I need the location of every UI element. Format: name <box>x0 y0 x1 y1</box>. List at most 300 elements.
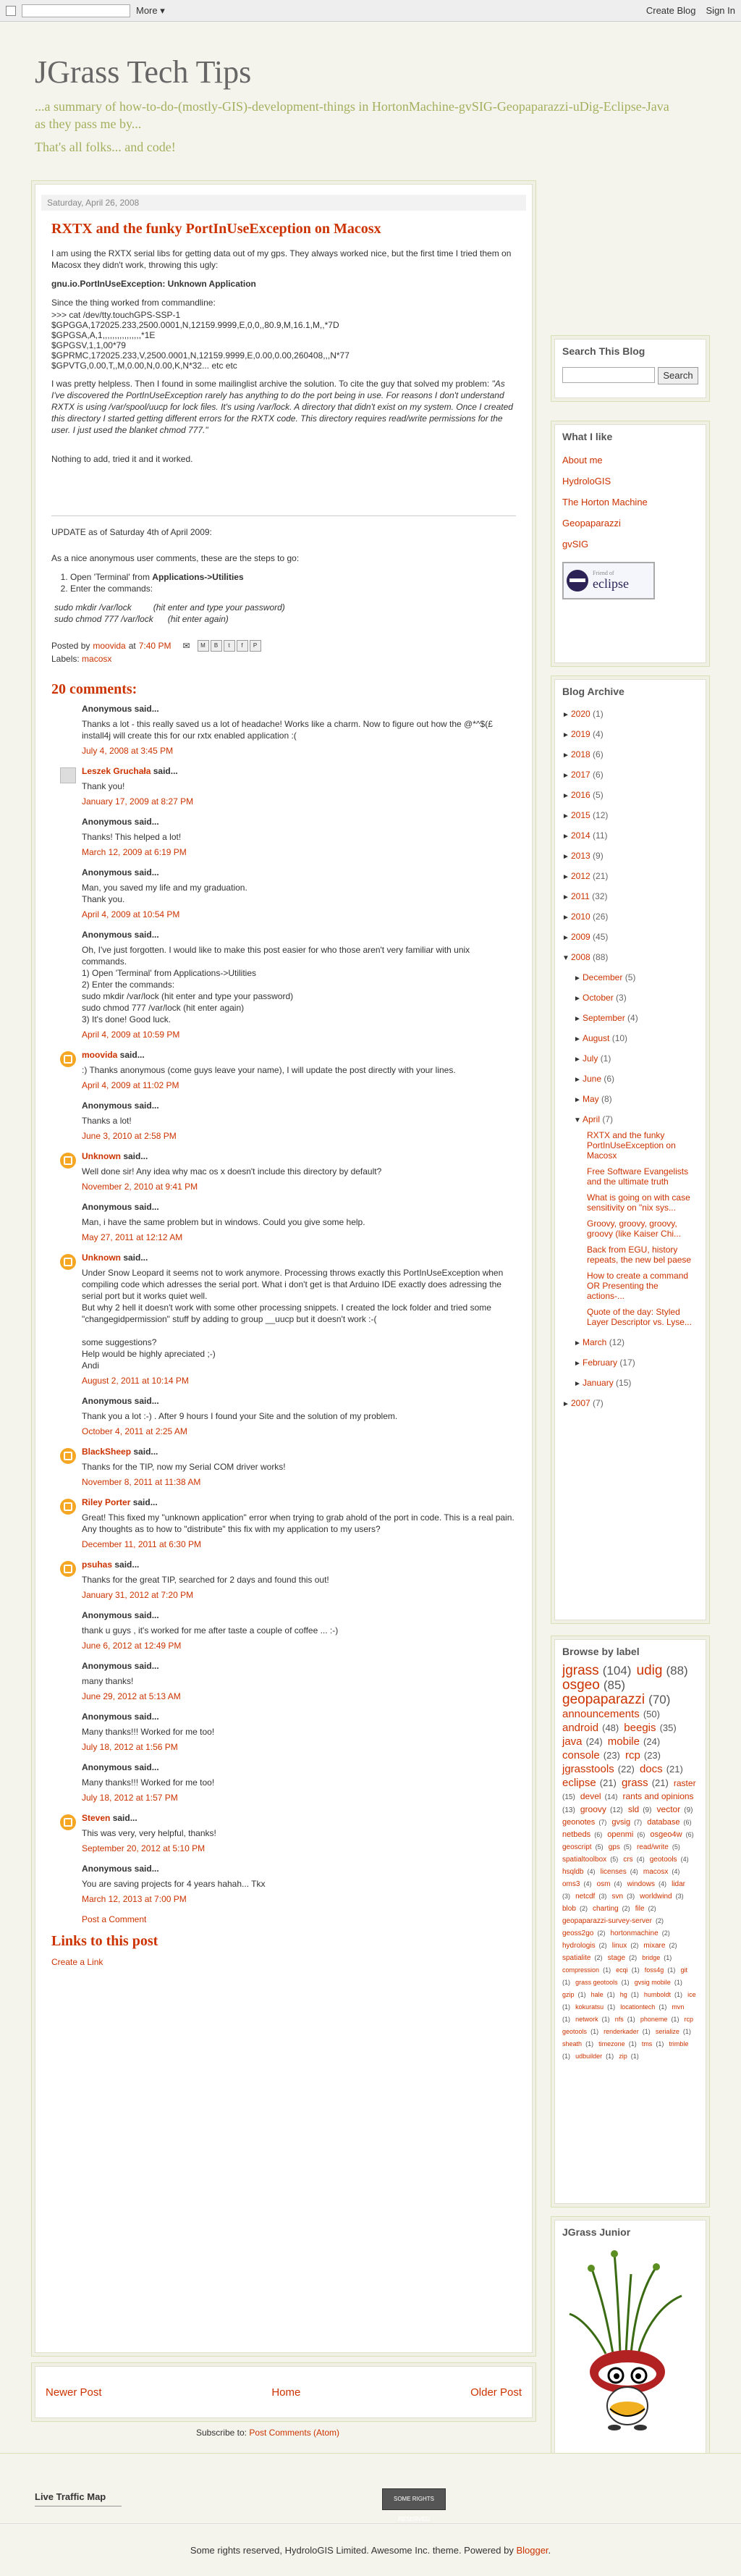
comment <box>51 930 516 1040</box>
credits-end: . <box>548 2545 551 2556</box>
label-count: (3) <box>627 1893 635 1900</box>
post-helpless: I was pretty helpless. Then I found in some mailinglist archive the solution. To cite the guy that solved my problem: <box>51 379 492 389</box>
comment-author[interactable] <box>82 1560 516 1570</box>
blog-pager <box>35 2366 533 2418</box>
collapse-toggle-icon[interactable]: ▼ <box>562 954 569 962</box>
label-count: (1) <box>585 2040 594 2047</box>
navbar-more-menu[interactable]: More ▾ <box>136 4 165 16</box>
comment-author-name[interactable]: Unknown <box>82 1151 121 1161</box>
label-link[interactable]: udbuilder <box>575 2053 603 2060</box>
blogger-avatar-icon[interactable] <box>60 1561 76 1577</box>
blogger-avatar-icon[interactable] <box>60 1051 76 1067</box>
label-link[interactable]: mvn <box>672 2003 685 2011</box>
comment-author-name: Anonymous <box>82 817 132 827</box>
label-link[interactable]: udig <box>636 1663 663 1678</box>
comment-author[interactable] <box>82 1050 516 1060</box>
post-time-link[interactable]: 7:40 PM <box>138 641 172 651</box>
label-link[interactable]: console <box>562 1749 600 1761</box>
label-link[interactable]: devel <box>580 1791 601 1801</box>
label-link[interactable]: geonotes <box>562 1818 596 1827</box>
create-link-link[interactable]: Create a Link <box>51 1957 103 1967</box>
post-labels <box>51 654 516 664</box>
subscribe-atom-link[interactable]: Post Comments (Atom) <box>249 2428 340 2438</box>
label-link[interactable]: osgeo <box>562 1678 600 1693</box>
comment <box>51 1661 516 1701</box>
comment-body: Thanks a lot! <box>82 1116 132 1126</box>
archive-link[interactable]: 2019 <box>571 729 590 739</box>
archive-link[interactable]: 2015 <box>571 810 590 820</box>
comment-date-link[interactable]: November 8, 2011 at 11:38 AM <box>82 1477 201 1487</box>
archive-post <box>562 1130 698 1161</box>
comment <box>51 1762 516 1803</box>
label-link[interactable]: network <box>575 2016 598 2023</box>
archive-link[interactable]: January <box>583 1378 614 1388</box>
label-count: (1) <box>577 1991 586 1998</box>
comment-date-link[interactable]: April 4, 2009 at 11:02 PM <box>82 1080 179 1090</box>
comment-author <box>82 1610 516 1620</box>
expand-toggle-icon[interactable]: ► <box>562 914 569 922</box>
comment-author[interactable] <box>82 1447 516 1457</box>
label-count: (14) <box>604 1793 618 1801</box>
archive-count: (32) <box>592 891 608 901</box>
label-link[interactable]: windows <box>627 1880 655 1888</box>
subscribe-line <box>0 2428 535 2438</box>
footer-divider <box>0 2523 741 2524</box>
expand-toggle-icon[interactable]: ► <box>574 1056 581 1064</box>
label-link[interactable]: groovy <box>580 1804 606 1814</box>
label-link[interactable]: openmi <box>607 1830 634 1839</box>
label-link[interactable]: announcements <box>562 1708 640 1720</box>
label-link[interactable]: gvsig mobile <box>634 1979 671 1986</box>
archive-count: (17) <box>619 1358 635 1368</box>
comment-body: :) Thanks anonymous (come guys leave your name), I will update the post directly with your lines. <box>82 1065 456 1075</box>
creative-commons-badge[interactable]: SOME RIGHTS RESERVED <box>382 2488 446 2510</box>
label-link[interactable]: android <box>562 1722 599 1734</box>
archive-link[interactable]: 2008 <box>571 952 590 962</box>
archive-month <box>562 1090 698 1110</box>
post-label-link[interactable]: macosx <box>82 654 112 664</box>
label-link[interactable]: sheath <box>562 2040 583 2047</box>
archive-year <box>562 806 698 826</box>
post-cmd-output <box>51 310 516 371</box>
comment-date-link[interactable]: May 27, 2011 at 12:12 AM <box>82 1232 183 1242</box>
archive-post-link[interactable]: How to create a command OR Presenting the actions-... <box>587 1271 689 1301</box>
label-link[interactable]: grass <box>621 1777 648 1789</box>
label-link[interactable]: gvsig <box>611 1818 631 1827</box>
navbar-right <box>646 5 735 16</box>
step-text: Open 'Terminal' from <box>70 572 153 582</box>
comment-date-link[interactable]: March 12, 2013 at 7:00 PM <box>82 1894 187 1904</box>
comment-author[interactable] <box>82 766 516 776</box>
label-link[interactable]: sld <box>627 1804 640 1814</box>
comment-body: thank u guys , it's worked for me after taste a couple of coffee ... :-) <box>82 1625 339 1636</box>
collapse-toggle-icon[interactable]: ▼ <box>574 1116 581 1124</box>
label-link[interactable]: jgrass <box>562 1663 599 1678</box>
archive-post-link[interactable]: Free Software Evangelists and the ultimate truth <box>587 1166 689 1187</box>
label-link[interactable]: oms3 <box>562 1880 580 1888</box>
pinterest-share-icon[interactable]: P <box>250 640 261 652</box>
label-link[interactable]: gps <box>608 1843 620 1851</box>
archive-post-link[interactable]: Back from EGU, history repeats, the new bel paese <box>587 1245 692 1265</box>
archive-link[interactable]: 2020 <box>571 709 590 719</box>
label-link[interactable]: gzip <box>562 1991 575 1998</box>
expand-toggle-icon[interactable]: ► <box>574 995 581 1003</box>
label-link[interactable]: rcp geotools <box>562 2016 694 2035</box>
label-count: (4) <box>672 1868 680 1875</box>
blog-search-input[interactable] <box>562 367 655 383</box>
comment-author <box>82 1864 516 1874</box>
comment <box>51 1100 516 1141</box>
archive-count: (11) <box>593 830 608 841</box>
expand-toggle-icon[interactable]: ► <box>574 1380 581 1388</box>
expand-toggle-icon[interactable]: ► <box>562 833 569 841</box>
label-link[interactable]: blob <box>562 1905 576 1913</box>
label-count: (48) <box>602 1722 619 1733</box>
label-link[interactable]: licenses <box>600 1868 627 1876</box>
facebook-share-icon[interactable]: f <box>237 640 248 652</box>
blogger-avatar-icon[interactable] <box>60 1814 76 1830</box>
archive-link[interactable]: 2011 <box>571 891 590 901</box>
comment-date-link[interactable]: December 11, 2011 at 6:30 PM <box>82 1539 201 1549</box>
label-count: (4) <box>680 1856 689 1863</box>
label-link[interactable]: beegis <box>624 1722 656 1734</box>
label-link[interactable]: vector <box>656 1804 681 1814</box>
archive-link[interactable]: July <box>583 1053 598 1064</box>
label-link[interactable]: raster <box>673 1778 696 1788</box>
comment-date-link[interactable]: April 4, 2009 at 10:54 PM <box>82 909 180 919</box>
label-link[interactable]: hydrologis <box>562 1942 596 1950</box>
archive-link[interactable]: June <box>583 1074 602 1084</box>
archive-count: (15) <box>616 1378 632 1388</box>
archive-link[interactable]: 2016 <box>571 790 590 800</box>
archive-year <box>562 786 698 806</box>
label-link[interactable]: compression <box>562 1966 600 1974</box>
label-link[interactable]: osm <box>596 1880 611 1888</box>
comment-said-label: said... <box>121 1253 148 1263</box>
expand-toggle-icon[interactable]: ► <box>562 792 569 800</box>
create-blog-link[interactable]: Create Blog <box>645 5 696 16</box>
archive-link[interactable]: 2009 <box>571 932 590 942</box>
label-link[interactable]: bridge <box>642 1954 661 1961</box>
comment-author <box>82 1100 516 1111</box>
archive-year <box>562 846 698 867</box>
older-post-link[interactable]: Older Post <box>470 2386 522 2399</box>
archive-link[interactable]: 2007 <box>571 1398 590 1408</box>
comment-author <box>82 1396 516 1406</box>
label-link[interactable]: phoneme <box>640 2016 668 2023</box>
comment-date-link[interactable]: July 18, 2012 at 1:56 PM <box>82 1742 178 1752</box>
label-link[interactable]: jgrasstools <box>562 1763 614 1775</box>
comment-date-link[interactable]: June 29, 2012 at 5:13 AM <box>82 1691 181 1701</box>
label-link[interactable]: locationtech <box>620 2003 656 2011</box>
comment-date-link[interactable]: November 2, 2010 at 9:41 PM <box>82 1182 198 1192</box>
archive-link[interactable]: 2018 <box>571 749 590 759</box>
label-link[interactable]: netbeds <box>562 1830 591 1839</box>
label-link[interactable]: geopaparazzi <box>562 1692 645 1707</box>
archive-post-link[interactable]: What is going on with case sensitivity on "nix sys... <box>587 1192 690 1213</box>
label-link[interactable]: grass geotools <box>575 1979 618 1986</box>
comment-author[interactable] <box>82 1813 516 1823</box>
label-count: (1) <box>621 1979 630 1986</box>
label-link[interactable]: spatialite <box>562 1954 591 1962</box>
label-link[interactable]: eclipse <box>562 1777 596 1789</box>
comment-author-name: Anonymous <box>82 1864 132 1874</box>
label-count: (13) <box>562 1806 575 1814</box>
comment-author-name: Anonymous <box>82 867 132 877</box>
comment-date-link[interactable]: July 18, 2012 at 1:57 PM <box>82 1793 178 1803</box>
label-link[interactable]: mixare <box>643 1942 666 1950</box>
expand-toggle-icon[interactable]: ► <box>574 1035 581 1043</box>
archive-post-link[interactable]: RXTX and the funky PortInUseException on Macosx <box>587 1130 676 1161</box>
comment-author-name[interactable]: Unknown <box>82 1253 121 1263</box>
label-link[interactable]: humboldt <box>643 1991 671 1998</box>
labels-widget-title: Browse by label <box>562 1646 640 1657</box>
comment-body: Man, i have the same problem but in windows. Could you give some help. <box>82 1217 365 1227</box>
like-link[interactable]: HydroloGIS <box>562 476 611 487</box>
comment <box>51 1050 516 1090</box>
label-link[interactable]: hg <box>619 1991 627 1998</box>
archive-post <box>562 1166 698 1187</box>
comment-date-link[interactable]: March 12, 2009 at 6:19 PM <box>82 847 187 857</box>
label-link[interactable]: hale <box>590 1991 604 1998</box>
label-count: (7) <box>634 1819 643 1826</box>
comment-date-link[interactable]: August 2, 2011 at 10:14 PM <box>82 1376 189 1386</box>
archive-count: (10) <box>611 1033 628 1043</box>
label-link[interactable]: file <box>635 1905 645 1913</box>
expand-toggle-icon[interactable]: ► <box>574 975 581 982</box>
archive-link[interactable]: 2014 <box>571 830 590 841</box>
comment-author-name[interactable]: moovida <box>82 1050 118 1060</box>
like-link[interactable]: About me <box>562 455 603 466</box>
email-post-icon[interactable]: ✉ <box>182 641 190 651</box>
page-footer <box>0 2453 741 2576</box>
archive-link[interactable]: March <box>583 1337 607 1347</box>
sign-in-link[interactable]: Sign In <box>706 5 735 16</box>
label-link[interactable]: geotools <box>649 1856 677 1864</box>
archive-link[interactable]: May <box>583 1094 599 1104</box>
archive-link[interactable]: 2013 <box>571 851 590 861</box>
label-link[interactable]: tms <box>641 2040 653 2047</box>
expand-toggle-icon[interactable]: ► <box>562 893 569 901</box>
comment <box>51 1712 516 1752</box>
like-link[interactable]: The Horton Machine <box>562 497 648 508</box>
label-link[interactable]: hortonmachine <box>610 1929 659 1937</box>
comment-author <box>82 704 516 714</box>
expand-toggle-icon[interactable]: ► <box>574 1015 581 1023</box>
expand-toggle-icon[interactable]: ► <box>562 812 569 820</box>
archive-link[interactable]: September <box>583 1013 625 1023</box>
home-link[interactable]: Home <box>271 2386 301 2399</box>
comment-date-link[interactable]: July 4, 2008 at 3:45 PM <box>82 746 174 756</box>
expand-toggle-icon[interactable]: ► <box>562 853 569 861</box>
label-count: (6) <box>637 1831 645 1838</box>
comment-author-name[interactable]: Leszek Gruchała <box>82 766 151 776</box>
blogger-avatar-icon[interactable] <box>60 1499 76 1515</box>
label-count: (2) <box>594 1954 603 1961</box>
expand-toggle-icon[interactable]: ► <box>574 1096 581 1104</box>
twitter-share-icon[interactable]: t <box>224 640 235 652</box>
expand-toggle-icon[interactable]: ► <box>574 1339 581 1347</box>
search-button[interactable]: Search <box>658 367 698 384</box>
email-share-icon[interactable]: M <box>198 640 209 652</box>
label-link[interactable]: rants and opinions <box>622 1791 694 1801</box>
archive-month <box>562 988 698 1009</box>
post-author-link[interactable]: moovida <box>93 641 126 651</box>
expand-toggle-icon[interactable]: ► <box>562 1400 569 1408</box>
post-title[interactable]: RXTX and the funky PortInUseException on Macosx <box>51 221 381 237</box>
label-link[interactable]: renderkader <box>604 2028 639 2035</box>
comment-date-link[interactable]: October 4, 2011 at 2:25 AM <box>82 1426 187 1436</box>
label-count: (23) <box>603 1750 620 1761</box>
archive-link[interactable]: 2017 <box>571 770 590 780</box>
post-commands <box>51 602 516 625</box>
label-link[interactable]: zip <box>619 2053 627 2060</box>
comment-author-name: Anonymous <box>82 1712 132 1722</box>
archive-link[interactable]: 2012 <box>571 871 590 881</box>
label-link[interactable]: svn <box>611 1893 623 1901</box>
label-count: (2) <box>656 1917 664 1924</box>
label-link[interactable]: geopaparazzi-survey-server <box>562 1917 652 1925</box>
archive-month <box>562 1110 698 1130</box>
label-link[interactable]: stage <box>607 1954 626 1962</box>
comment-body: Thanks for the great TIP, searched for 2 days and found this out! <box>82 1575 329 1585</box>
label-link[interactable]: charting <box>593 1905 619 1913</box>
label-count: (88) <box>666 1664 688 1678</box>
eclipse-logo-icon <box>567 570 588 592</box>
label-link[interactable]: geoss2go <box>562 1929 594 1937</box>
label-link[interactable]: java <box>562 1735 583 1748</box>
archive-link[interactable]: February <box>583 1358 618 1368</box>
eclipse-word: eclipse <box>593 576 629 591</box>
archive-link[interactable]: October <box>583 993 614 1003</box>
label-link[interactable]: docs <box>639 1763 663 1775</box>
expand-toggle-icon[interactable]: ► <box>574 1360 581 1368</box>
blogger-avatar-icon[interactable] <box>60 1153 76 1169</box>
like-link[interactable]: gvSIG <box>562 539 589 550</box>
blogthis-icon[interactable]: B <box>211 640 222 652</box>
archive-post-link[interactable]: Quote of the day: Styled Layer Descriptor vs. Lyse... <box>587 1307 692 1327</box>
label-count: (1) <box>627 2016 635 2023</box>
post-comment-link[interactable]: Post a Comment <box>82 1914 147 1924</box>
newer-post-link[interactable]: Newer Post <box>46 2386 102 2399</box>
archive-link[interactable]: August <box>583 1033 610 1043</box>
expand-toggle-icon[interactable]: ► <box>562 934 569 942</box>
blogger-link[interactable]: Blogger <box>516 2545 549 2556</box>
comment-date-link[interactable]: April 4, 2009 at 10:59 PM <box>82 1030 180 1040</box>
blogger-logo-icon[interactable] <box>6 6 16 16</box>
label-link[interactable]: rcp <box>624 1749 640 1761</box>
label-link[interactable]: macosx <box>643 1868 669 1876</box>
blog-subtitle: That's all folks... and code! <box>35 140 176 154</box>
label-link[interactable]: hsqldb <box>562 1868 584 1876</box>
comment-author[interactable] <box>82 1253 516 1263</box>
archive-year <box>562 745 698 765</box>
blog-title[interactable]: JGrass Tech Tips <box>35 54 252 90</box>
label-link[interactable]: osgeo4w <box>650 1830 682 1839</box>
label-link[interactable]: lidar <box>672 1880 685 1888</box>
label-link[interactable]: database <box>647 1818 680 1827</box>
label-link[interactable]: geoscript <box>562 1843 592 1851</box>
comment-said-label: said... <box>131 1447 158 1457</box>
label-link[interactable]: kokuratsu <box>575 2003 604 2011</box>
comment-author-name[interactable]: BlackSheep <box>82 1447 132 1457</box>
label-link[interactable]: netcdf <box>575 1893 596 1901</box>
expand-toggle-icon[interactable]: ► <box>562 873 569 881</box>
navbar-search-input[interactable] <box>22 4 130 17</box>
comment-author <box>82 1712 516 1722</box>
archive-link[interactable]: December <box>583 972 623 982</box>
comment-author-name[interactable]: Steven <box>82 1813 111 1823</box>
user-avatar-icon[interactable] <box>60 767 76 783</box>
label-count: (2) <box>579 1905 588 1912</box>
comment-date-link[interactable]: January 17, 2009 at 8:27 PM <box>82 796 194 807</box>
expand-toggle-icon[interactable]: ► <box>562 752 569 759</box>
label-link[interactable]: worldwind <box>640 1893 672 1901</box>
label-link[interactable]: spatialtoolbox <box>562 1856 607 1864</box>
archive-link[interactable]: 2010 <box>571 912 590 922</box>
comment-said-label: said... <box>117 1050 145 1060</box>
comment-date-link[interactable]: June 3, 2010 at 2:58 PM <box>82 1131 177 1141</box>
label-link[interactable]: git <box>680 1966 687 1974</box>
label-count: (1) <box>562 2053 570 2060</box>
comment-author[interactable] <box>82 1497 516 1507</box>
label-count: (35) <box>659 1722 677 1733</box>
label-link[interactable]: mobile <box>607 1735 640 1748</box>
archive-post-link[interactable]: Groovy, groovy, groovy, groovy (like Kaiser Chi... <box>587 1218 682 1239</box>
label-link[interactable]: read/write <box>636 1843 669 1851</box>
archive-count: (5) <box>624 972 636 982</box>
like-link[interactable]: Geopaparazzi <box>562 518 621 529</box>
post-anon-steps: As a nice anonymous user comments, these are the steps to go: <box>51 553 300 563</box>
archive-link[interactable]: April <box>583 1114 601 1124</box>
label-link[interactable]: trimble <box>669 2040 689 2047</box>
comment-author-name[interactable]: psuhas <box>82 1560 113 1570</box>
comment-said-label: said... <box>112 1560 140 1570</box>
comment-date-link[interactable]: January 31, 2012 at 7:20 PM <box>82 1590 194 1600</box>
comment-said-label: said... <box>132 1864 159 1874</box>
archive-month <box>562 1009 698 1029</box>
label-link[interactable]: ice <box>687 1991 696 1998</box>
label-count: (1) <box>628 2040 637 2047</box>
blogger-avatar-icon[interactable] <box>60 1448 76 1464</box>
label-link[interactable]: linux <box>611 1942 627 1950</box>
friend-of-eclipse-badge[interactable] <box>562 562 655 599</box>
label-link[interactable]: foss4g <box>644 1966 664 1974</box>
subscribe-label: Subscribe to: <box>195 2428 250 2438</box>
archive-count: (26) <box>593 912 609 922</box>
archive-count: (1) <box>600 1053 611 1064</box>
comment <box>51 766 516 807</box>
label-link[interactable]: crs <box>623 1856 633 1864</box>
search-widget-title: Search This Blog <box>562 345 645 357</box>
label-count: (1) <box>606 1991 615 1998</box>
label-link[interactable]: timezone <box>598 2040 625 2047</box>
comment-author[interactable] <box>82 1151 516 1161</box>
blogger-navbar <box>0 0 741 22</box>
label-link[interactable]: ecqi <box>616 1966 628 1974</box>
expand-toggle-icon[interactable]: ► <box>562 772 569 780</box>
label-link[interactable]: serialize <box>655 2028 679 2035</box>
blog-archive-title: Blog Archive <box>562 686 624 697</box>
expand-toggle-icon[interactable]: ► <box>562 731 569 739</box>
comment-date-link[interactable]: September 20, 2012 at 5:10 PM <box>82 1843 206 1853</box>
expand-toggle-icon[interactable]: ► <box>574 1076 581 1084</box>
label-link[interactable]: nfs <box>614 2016 624 2023</box>
comment-date-link[interactable]: June 6, 2012 at 12:49 PM <box>82 1641 182 1651</box>
expand-toggle-icon[interactable]: ► <box>562 711 569 719</box>
blogger-avatar-icon[interactable] <box>60 1254 76 1270</box>
comment-author-name[interactable]: Riley Porter <box>82 1497 131 1507</box>
